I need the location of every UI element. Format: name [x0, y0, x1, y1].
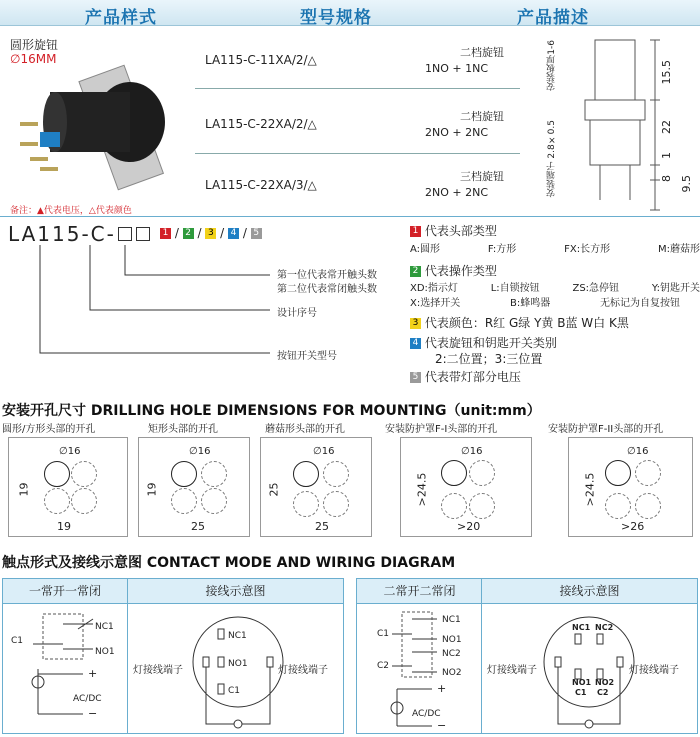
code-box	[136, 227, 150, 241]
drill-label-4: 安装防护罩F-I头部的开孔	[385, 424, 498, 435]
header-bar	[0, 0, 700, 26]
lbl-lamp-left: 灯接线端子	[487, 665, 537, 676]
drill-label-5: 安装防护罩F-II头部的开孔	[548, 424, 664, 435]
lbl-nc1-b: NC1	[572, 623, 591, 632]
contact-block-left	[2, 578, 344, 734]
hole	[323, 461, 349, 487]
dim-install: 安装端子 2.8×0.5	[547, 120, 557, 198]
section-divider	[0, 216, 700, 217]
code-line-3: 设计序号	[277, 308, 317, 319]
model-desc-2: 二档旋钮	[460, 110, 504, 123]
v-dim: 19	[17, 482, 31, 497]
v-dim: 25	[267, 482, 281, 497]
model-contacts-1: 1NO + 1NC	[425, 62, 489, 75]
dia-label: ∅16	[627, 446, 649, 457]
model-contacts-3: 2NO + 2NC	[425, 186, 489, 199]
lbl-nc1-b: NC1	[228, 631, 247, 641]
model-desc-1: 二档旋钮	[460, 46, 504, 59]
lbl-no1: NO1	[95, 647, 115, 657]
dia-label: ∅16	[461, 446, 483, 457]
drill-label-2: 矩形头部的开孔	[148, 424, 218, 435]
hole	[71, 461, 97, 487]
dia-label: ∅16	[189, 446, 211, 457]
lbl-lamp-right: 灯接线端子	[629, 665, 679, 676]
hole	[323, 491, 349, 517]
lbl-c1-b: C1	[228, 686, 241, 696]
header-col-model: 型号规格	[300, 8, 372, 28]
lbl-no1-b: NO1	[572, 678, 592, 687]
dim-8: 8	[660, 175, 673, 182]
code-line-1: 第一位代表常开触头数	[277, 270, 377, 281]
code-base: LA115-C-	[8, 222, 116, 246]
hole	[441, 493, 467, 519]
hole	[293, 461, 319, 487]
lbl-no2: NO2	[442, 668, 462, 678]
code-leader-lines	[30, 245, 280, 360]
lbl-plus: +	[88, 667, 98, 680]
legend-2-items-a: XD:指示灯 L:自锁按钮 ZS:急停钮 Y:钥匙开关	[410, 283, 700, 294]
hole	[635, 493, 661, 519]
hole	[635, 460, 661, 486]
hole	[605, 493, 631, 519]
code-segments: 1 / 2 / 3 / 4 / 5	[160, 226, 262, 240]
lbl-nc2: NC2	[442, 649, 461, 659]
contact-title: 触点形式及接线示意图 CONTACT MODE AND WIRING DIAGRAM	[2, 555, 456, 571]
drill-panel-2	[138, 437, 250, 537]
hole	[605, 460, 631, 486]
hole	[171, 461, 197, 487]
dia-label: ∅16	[59, 446, 81, 457]
model-code-1: LA115-C-11XA/2/△	[205, 53, 317, 67]
lbl-c1-b: C1	[575, 688, 587, 697]
dim-22: 22	[660, 120, 673, 134]
contact-block-right	[356, 578, 698, 734]
h-dim: 19	[57, 520, 71, 533]
lbl-acdc: AC/DC	[73, 694, 102, 704]
header-col-style: 产品样式	[85, 8, 157, 28]
drill-panel-4	[400, 437, 532, 537]
divider	[195, 88, 520, 89]
code-box	[118, 227, 132, 241]
drill-label-3: 蘑菇形头部的开孔	[265, 424, 345, 435]
product-size: ∅16MM	[10, 52, 57, 66]
hole	[44, 461, 70, 487]
lbl-nc1: NC1	[95, 622, 114, 632]
mode-header: 一常开一常闭	[3, 579, 128, 604]
lbl-lamp-left: 灯接线端子	[133, 665, 183, 676]
product-note: 备注：▲代表电压，△代表颜色	[10, 206, 132, 216]
legend-5: 5 代表带灯部分电压	[410, 368, 521, 385]
code-line-4: 按钮开关型号	[277, 351, 337, 362]
legend-1-items: A:圆形 F:方形 FX:长方形 M:蘑菇形	[410, 244, 700, 255]
hole	[171, 488, 197, 514]
legend-1: 1 代表头部类型	[410, 222, 497, 239]
divider	[195, 153, 520, 154]
hole	[469, 460, 495, 486]
lbl-no2-b: NO2	[595, 678, 615, 687]
hole	[293, 491, 319, 517]
drill-title: 安装开孔尺寸 DRILLING HOLE DIMENSIONS FOR MOUNTING（unit:mm）	[2, 403, 541, 419]
hole	[441, 460, 467, 486]
lbl-c1: C1	[11, 636, 24, 646]
lbl-c2-b: C2	[597, 688, 609, 697]
dim-1: 1	[660, 152, 673, 159]
drill-panel-3	[260, 437, 372, 537]
lbl-no1-b: NO1	[228, 659, 248, 669]
v-dim: 19	[145, 482, 159, 497]
lbl-c2: C2	[377, 661, 390, 671]
hole	[469, 493, 495, 519]
code-line-2: 第二位代表常闭触头数	[277, 284, 377, 295]
dia-label: ∅16	[313, 446, 335, 457]
legend-2-items-b: X:选择开关 B:蜂鸣器 无标记为自复按钮	[410, 298, 680, 309]
dim-9: 9.5	[680, 175, 693, 193]
lbl-acdc: AC/DC	[412, 709, 441, 719]
h-dim: >26	[621, 520, 645, 533]
model-desc-3: 三档旋钮	[460, 170, 504, 183]
lbl-nc1: NC1	[442, 615, 461, 625]
v-dim: >24.5	[583, 472, 597, 507]
hole	[71, 488, 97, 514]
lbl-nc2-b: NC2	[595, 623, 614, 632]
model-contacts-2: 2NO + 2NC	[425, 126, 489, 139]
drill-panel-5	[568, 437, 693, 537]
product-shape: 圆形旋钮	[10, 38, 59, 52]
dim-15: 15.5	[660, 60, 673, 85]
product-photo	[15, 62, 175, 197]
drill-label-1: 圆形/方形头部的开孔	[2, 424, 96, 435]
model-code-3: LA115-C-22XA/3/△	[205, 178, 317, 192]
legend-3: 3 代表颜色：R红 G绿 Y黄 B蓝 W白 K黑	[410, 314, 629, 331]
lbl-c1: C1	[377, 629, 390, 639]
lbl-minus: −	[88, 707, 98, 720]
h-dim: >20	[457, 520, 481, 533]
v-dim: >24.5	[415, 472, 429, 507]
lbl-no1: NO1	[442, 635, 462, 645]
mode-header: 二常开二常闭	[357, 579, 482, 604]
wiring-header: 接线示意图	[128, 579, 343, 604]
hole	[44, 488, 70, 514]
drill-panel-1	[8, 437, 128, 537]
dim-panel: 安装板厚1-6	[547, 40, 557, 91]
model-code-2: LA115-C-22XA/2/△	[205, 117, 317, 131]
h-dim: 25	[315, 520, 329, 533]
lbl-plus: +	[437, 682, 447, 695]
hole	[201, 461, 227, 487]
header-col-desc: 产品描述	[517, 8, 589, 28]
lbl-minus: −	[437, 719, 447, 732]
hole	[201, 488, 227, 514]
legend-4: 4 代表旋钮和钥匙开关类别	[410, 334, 557, 351]
h-dim: 25	[191, 520, 205, 533]
wiring-header: 接线示意图	[482, 579, 697, 604]
legend-2: 2 代表操作类型	[410, 262, 497, 279]
lbl-lamp-right: 灯接线端子	[278, 665, 328, 676]
legend-4-items: 2:二位置；3:三位置	[435, 352, 543, 366]
